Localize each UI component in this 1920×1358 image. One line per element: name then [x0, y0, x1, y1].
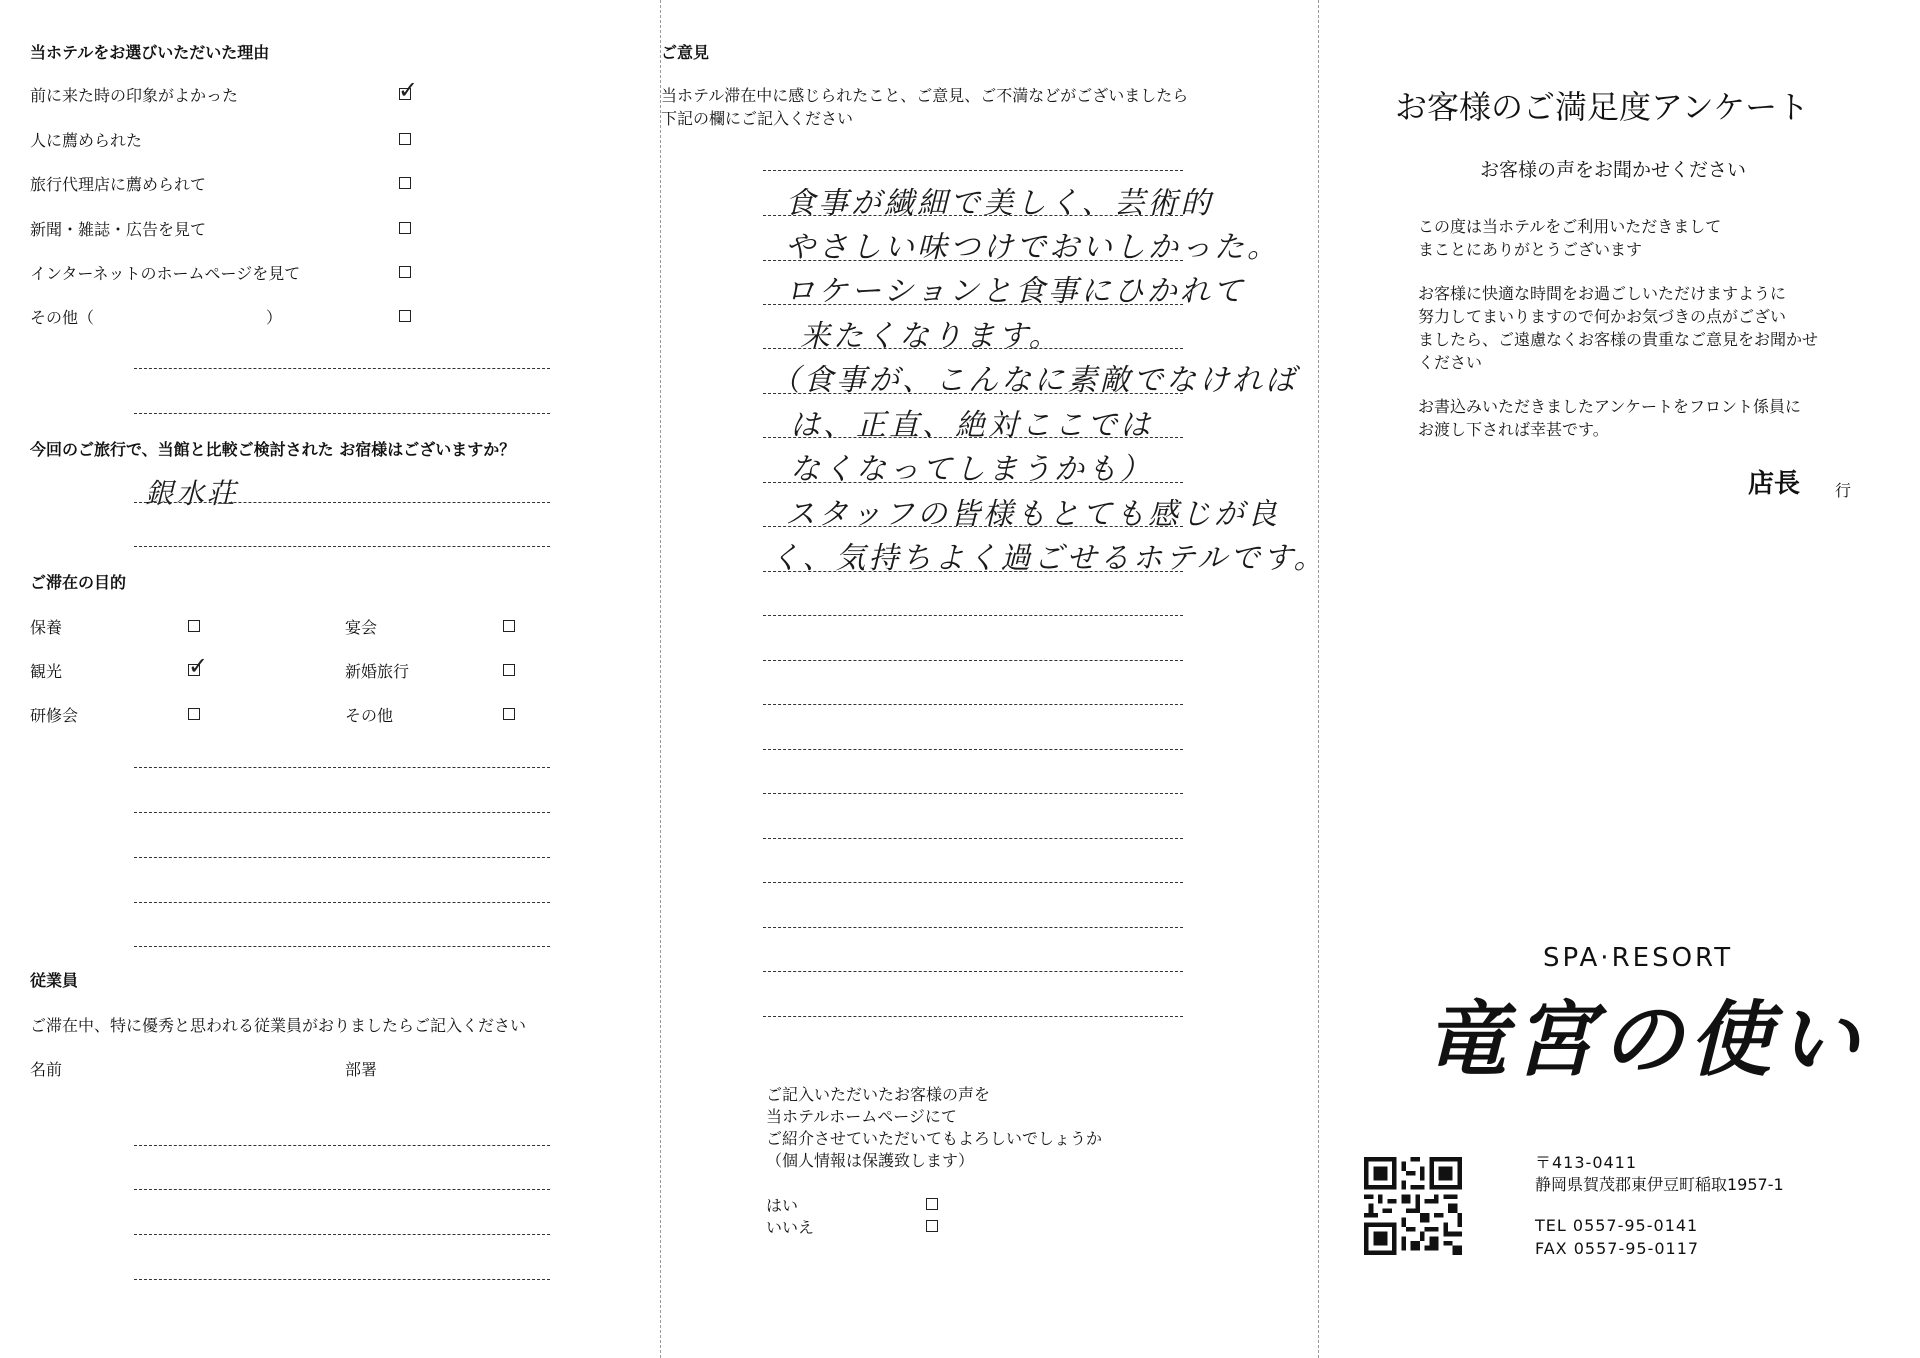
opinion-instruction-2: 下記の欄にご記入ください: [661, 109, 854, 128]
handwritten-line-4[interactable]: 来たくなります。: [800, 319, 1062, 354]
write-line: [134, 902, 550, 903]
write-line: [763, 437, 1183, 438]
staff-name-label: 名前: [30, 1060, 63, 1079]
reason-other-close: ）: [266, 308, 283, 327]
write-line: [763, 1016, 1183, 1017]
purpose-label-3: 観光: [30, 662, 63, 681]
checkmark-icon: ✓: [188, 652, 209, 680]
no-checkbox[interactable]: [926, 1220, 938, 1232]
write-line: [134, 1189, 550, 1190]
write-line: [134, 812, 550, 813]
reason-label-1: 前に来た時の印象がよかった: [30, 86, 239, 105]
staff-instruction: ご滞在中、特に優秀と思われる従業員がおりましたらご記入ください: [30, 1016, 527, 1035]
write-line: [763, 838, 1183, 839]
handwritten-line-7[interactable]: なくなってしまうかも）: [790, 452, 1153, 487]
purpose-label-5: 研修会: [30, 706, 79, 725]
purpose-checkbox-2[interactable]: [503, 620, 515, 632]
purpose-label-2: 宴会: [345, 618, 378, 637]
purpose-checkbox-6[interactable]: [503, 708, 515, 720]
survey-title: お客様のご満足度アンケート: [1395, 88, 1810, 126]
reason-checkbox-5[interactable]: [399, 266, 411, 278]
handwritten-line-5[interactable]: （食事が、こんなに素敵でなければ: [770, 363, 1298, 398]
fold-line-left: [660, 0, 661, 1358]
purpose-checkbox-1[interactable]: [188, 620, 200, 632]
brand-logo-text: 竜宮の使い: [1425, 992, 1865, 1088]
write-line: [134, 1234, 550, 1235]
intro-para3-line1: お書込みいただきましたアンケートをフロント係員に: [1418, 397, 1802, 416]
write-line: [763, 260, 1183, 261]
purpose-section-title: ご滞在の目的: [30, 573, 127, 592]
reason-label-3: 旅行代理店に薦められて: [30, 175, 207, 194]
address: 静岡県賀茂郡東伊豆町稲取1957-1: [1535, 1175, 1784, 1194]
intro-para2-line4: ください: [1418, 353, 1483, 372]
write-line: [763, 170, 1183, 171]
purpose-label-6: その他: [345, 706, 394, 725]
intro-para2-line2: 努力してまいりますので何かお気づきの点がござい: [1418, 307, 1787, 326]
intro-para1-line2: まことにありがとうございます: [1418, 240, 1643, 259]
reason-label-4: 新聞・雑誌・広告を見て: [30, 220, 207, 239]
write-line: [134, 1279, 550, 1280]
write-line: [134, 546, 550, 547]
staff-section-title: 従業員: [30, 971, 79, 990]
handwritten-line-9[interactable]: く、気持ちよく過ごせるホテルです。: [770, 541, 1327, 576]
write-line: [763, 882, 1183, 883]
opinion-section-title: ご意見: [661, 43, 710, 62]
staff-dept-label: 部署: [345, 1060, 378, 1079]
yes-checkbox[interactable]: [926, 1198, 938, 1210]
intro-para1-line1: この度は当ホテルをご利用いただきまして: [1418, 217, 1722, 236]
write-line: [134, 368, 550, 369]
addressee-label: 店長: [1748, 469, 1801, 499]
compare-section-title: 今回のご旅行で、当館と比較ご検討された お宿様はございますか？: [30, 440, 516, 459]
reason-label-2: 人に薦められた: [30, 131, 143, 150]
reason-label-6: その他（: [30, 308, 95, 327]
brand-subtitle: SPA·RESORT: [1543, 943, 1734, 973]
write-line: [763, 348, 1183, 349]
checkmark-icon: ✓: [398, 76, 419, 104]
write-line: [763, 393, 1183, 394]
write-line: [134, 502, 550, 503]
write-line: [763, 571, 1183, 572]
intro-para2-line3: ましたら、ご遠慮なくお客様の貴重なご意見をお聞かせ: [1418, 330, 1819, 349]
permission-text-1: ご記入いただいたお客様の声を: [766, 1085, 991, 1104]
qr-code-icon[interactable]: [1364, 1157, 1462, 1255]
reason-checkbox-4[interactable]: [399, 222, 411, 234]
purpose-checkbox-5[interactable]: [188, 708, 200, 720]
compare-handwritten-answer[interactable]: 銀水荘: [145, 477, 239, 510]
reason-checkbox-6[interactable]: [399, 310, 411, 322]
postal-code: 〒413-0411: [1535, 1153, 1638, 1172]
addressee-suffix: 行: [1835, 481, 1852, 500]
write-line: [763, 793, 1183, 794]
handwritten-line-3[interactable]: ロケーションと食事にひかれて: [785, 274, 1246, 309]
permission-text-2: 当ホテルホームページにて: [766, 1107, 957, 1126]
write-line: [763, 304, 1183, 305]
write-line: [134, 1145, 550, 1146]
write-line: [763, 749, 1183, 750]
purpose-label-4: 新婚旅行: [345, 662, 410, 681]
write-line: [763, 927, 1183, 928]
telephone[interactable]: TEL 0557-95-0141: [1535, 1216, 1699, 1235]
reason-checkbox-2[interactable]: [399, 133, 411, 145]
intro-para2-line1: お客様に快適な時間をお過ごしいただけますように: [1418, 284, 1787, 303]
write-line: [134, 946, 550, 947]
handwritten-line-2[interactable]: やさしい味つけでおいしかった。: [785, 230, 1280, 265]
write-line: [763, 615, 1183, 616]
reason-checkbox-3[interactable]: [399, 177, 411, 189]
yes-label: はい: [766, 1196, 799, 1215]
write-line: [763, 526, 1183, 527]
survey-subtitle: お客様の声をお聞かせください: [1480, 159, 1747, 181]
permission-text-4: （個人情報は保護致します）: [766, 1151, 975, 1170]
purpose-checkbox-4[interactable]: [503, 664, 515, 676]
write-line: [763, 660, 1183, 661]
no-label: いいえ: [766, 1218, 815, 1237]
write-line: [763, 971, 1183, 972]
handwritten-line-6[interactable]: は、正直、絶対ここでは: [790, 408, 1153, 443]
write-line: [134, 767, 550, 768]
write-line: [134, 857, 550, 858]
write-line: [763, 482, 1183, 483]
fax: FAX 0557-95-0117: [1535, 1239, 1700, 1258]
permission-text-3: ご紹介させていただいてもよろしいでしょうか: [766, 1129, 1103, 1148]
intro-para3-line2: お渡し下されば幸甚です。: [1418, 420, 1609, 439]
purpose-label-1: 保養: [30, 618, 63, 637]
handwritten-line-8[interactable]: スタッフの皆様もとても感じが良: [785, 497, 1280, 532]
reason-section-title: 当ホテルをお選びいただいた理由: [30, 43, 270, 62]
reason-label-5: インターネットのホームページを見て: [30, 264, 301, 283]
fold-line-right: [1318, 0, 1319, 1358]
write-line: [134, 413, 550, 414]
write-line: [763, 704, 1183, 705]
handwritten-line-1[interactable]: 食事が繊細で美しく、芸術的: [785, 186, 1214, 221]
write-line: [763, 215, 1183, 216]
opinion-instruction-1: 当ホテル滞在中に感じられたこと、ご意見、ご不満などがございましたら: [661, 86, 1189, 105]
